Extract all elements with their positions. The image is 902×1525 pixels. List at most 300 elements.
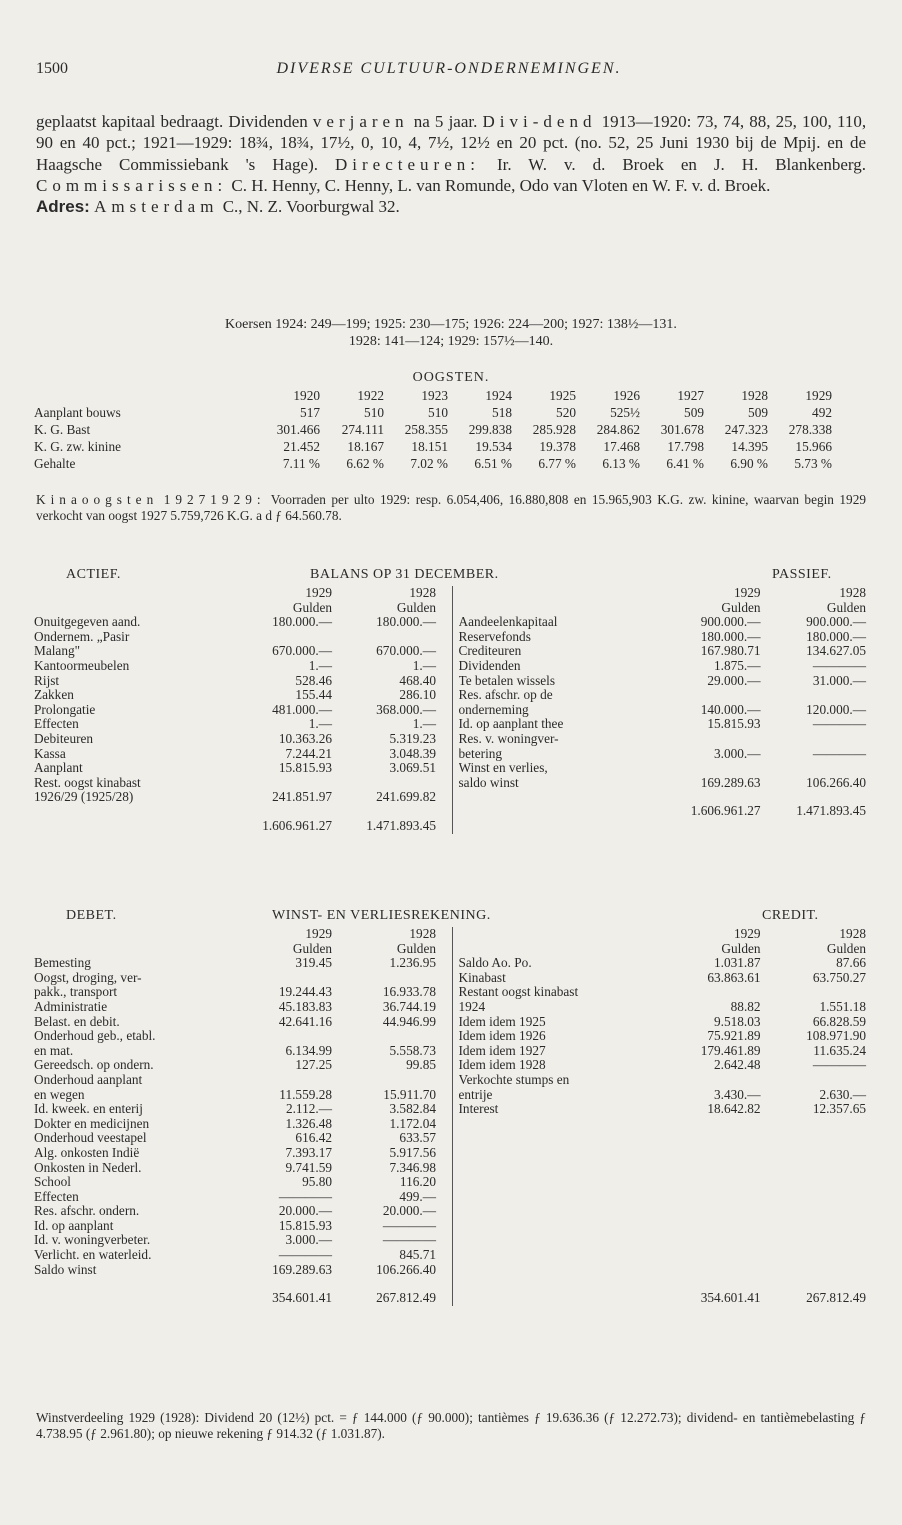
table-row: [34, 659, 452, 674]
table-row: [34, 776, 452, 791]
row-label: Kinabast: [458, 970, 506, 985]
value-cell: 127.25: [295, 1057, 332, 1073]
col-year: 1928: [409, 585, 436, 600]
col-year: 1929: [305, 585, 332, 600]
table-row: [459, 615, 867, 630]
year-header: 1928: [741, 388, 768, 403]
value-cell: 285.928: [532, 422, 576, 437]
row-label: K. G. Bast: [34, 422, 91, 437]
value-cell: 499.—: [399, 1188, 436, 1204]
row-label: Id. op aanplant: [34, 1218, 114, 1233]
col-unit: Gulden: [292, 599, 332, 615]
table-row: [34, 1088, 452, 1103]
table-row: [459, 1058, 867, 1073]
table-row: [459, 1015, 867, 1030]
value-cell: 19.534: [475, 439, 512, 454]
total-cell: 1.471.893.45: [796, 803, 866, 819]
value-cell: 6.41 %: [666, 456, 704, 471]
spacer-cell: [436, 761, 452, 776]
table-row: [34, 1219, 452, 1234]
value-cell: 19.378: [539, 439, 576, 454]
value-cell: 6.134.99: [285, 1042, 332, 1058]
value-cell: 6.13 %: [602, 456, 640, 471]
page-number: 1500: [36, 60, 68, 77]
value-cell: [657, 688, 760, 703]
col-unit: Gulden: [396, 940, 436, 956]
table-row: [459, 1102, 867, 1117]
table-row: [34, 1131, 452, 1146]
spacer-cell: [436, 1175, 452, 1190]
running-title: DIVERSE CULTUUR-ONDERNEMINGEN.: [276, 60, 622, 77]
spacer-cell: [436, 985, 452, 1000]
col-unit: Gulden: [826, 940, 866, 956]
table-row: [459, 776, 867, 791]
row-label: Rijst: [34, 673, 60, 688]
row-label: Rest. oogst kinabast: [34, 775, 141, 790]
value-cell: 368.000.—: [376, 701, 436, 717]
row-label: Saldo winst: [34, 1262, 97, 1277]
table-row: [34, 732, 452, 747]
row-label: Gereedsch. op ondern.: [34, 1058, 154, 1073]
value-cell: 11.635.24: [813, 1042, 866, 1058]
row-label: Id. op aanplant thee: [458, 717, 564, 732]
value-cell: 155.44: [295, 687, 332, 703]
value-cell: [761, 1073, 866, 1088]
value-cell: [657, 732, 760, 747]
spacer-row: [459, 1117, 867, 1132]
value-cell: 3.582.84: [389, 1101, 436, 1117]
table-row: [34, 1044, 452, 1059]
value-cell: 1.—: [412, 657, 436, 673]
table-row: [34, 985, 452, 1000]
spacer-cell: [436, 674, 452, 689]
table-row: [34, 1248, 452, 1263]
row-label: Idem idem 1927: [458, 1043, 546, 1058]
value-cell: 1.—: [308, 716, 332, 732]
row-label: Saldo Ao. Po.: [458, 956, 532, 971]
oogsten-header-row: [34, 387, 832, 404]
spacer-cell: [436, 1058, 452, 1073]
table-row: [34, 644, 452, 659]
total-cell: 1.606.961.27: [262, 817, 332, 833]
value-cell: 169.289.63: [700, 774, 761, 790]
value-cell: 509: [684, 405, 704, 420]
row-label: Dokter en medicijnen: [34, 1116, 150, 1131]
value-cell: 20.000.—: [382, 1203, 436, 1219]
value-cell: 633.57: [399, 1130, 436, 1146]
oogsten-title: OOGSTEN.: [412, 370, 490, 385]
spacer-cell: [436, 1131, 452, 1146]
value-cell: 180.000.—: [272, 614, 332, 630]
spacer-row: [459, 1248, 867, 1263]
table-row: [34, 1146, 452, 1161]
spacer-cell: [436, 1102, 452, 1117]
value-cell: [332, 971, 436, 986]
value-cell: 95.80: [302, 1174, 332, 1190]
value-cell: 88.82: [730, 998, 761, 1014]
table-row: [34, 1190, 452, 1205]
row-label: Winst en verlies,: [458, 761, 548, 776]
value-cell: 120.000.—: [806, 701, 866, 717]
value-cell: 9.518.03: [714, 1013, 761, 1029]
value-cell: ————: [812, 716, 866, 732]
value-cell: [234, 630, 332, 645]
intro-text-4: Divi-dend: [482, 112, 597, 131]
value-cell: 18.151: [411, 439, 448, 454]
value-cell: 36.744.19: [382, 998, 436, 1014]
value-cell: 845.71: [399, 1247, 436, 1263]
spacer-cell: [436, 1029, 452, 1044]
value-cell: 180.000.—: [806, 628, 866, 644]
table-row: [34, 1117, 452, 1132]
value-cell: 900.000.—: [806, 614, 866, 630]
value-cell: 7.02 %: [410, 456, 448, 471]
table-row: [459, 1000, 867, 1015]
credit-table: [459, 927, 867, 1306]
kina-paragraph: [36, 492, 866, 523]
value-cell: 3.430.—: [714, 1086, 761, 1102]
table-row: [459, 985, 867, 1000]
value-cell: 7.244.21: [285, 745, 332, 761]
value-cell: 468.40: [399, 672, 436, 688]
row-label: Onderhoud aanplant: [34, 1072, 143, 1087]
table-row: [34, 747, 452, 762]
koersen: [36, 316, 866, 350]
value-cell: [657, 1073, 760, 1088]
value-cell: ————: [812, 1057, 866, 1073]
value-cell: [657, 985, 760, 1000]
table-row: [34, 1263, 452, 1278]
year-header: 1929: [805, 388, 832, 403]
value-cell: 106.266.40: [376, 1261, 436, 1277]
col-year: 1929: [305, 926, 332, 941]
value-cell: [234, 1073, 332, 1088]
spacer-cell: [436, 1263, 452, 1278]
value-cell: 241.699.82: [376, 789, 436, 805]
row-label: Ondernem. „Pasir: [34, 629, 130, 644]
kina-years: 19271929:: [163, 492, 266, 507]
value-cell: 510: [428, 405, 448, 420]
table-row: [34, 1161, 452, 1176]
row-label: Restant oogst kinabast: [458, 985, 579, 1000]
value-cell: ————: [278, 1247, 332, 1263]
value-cell: 301.466: [276, 422, 320, 437]
spacer-cell: [436, 1146, 452, 1161]
value-cell: 616.42: [295, 1130, 332, 1146]
row-label: Res. v. woningver-: [458, 731, 559, 746]
table-row: [34, 1000, 452, 1015]
spacer-cell: [436, 1117, 452, 1132]
oogsten-row: [34, 421, 832, 438]
table-row: [34, 761, 452, 776]
adres-label: Adres:: [36, 197, 90, 217]
commissarissen-names: C. H. Henny, C. Henny, L. van Romunde, Odo van Vloten en W. F. v. d. Broek.: [231, 175, 771, 195]
row-label: Zakken: [34, 688, 74, 703]
value-cell: 180.000.—: [700, 628, 761, 644]
page-header: [36, 60, 862, 82]
oogsten-corner: [34, 387, 256, 404]
row-label: Id. v. woningverbeter.: [34, 1233, 151, 1248]
value-cell: 19.244.43: [278, 984, 332, 1000]
table-row: [459, 1073, 867, 1088]
value-cell: 16.933.78: [382, 984, 436, 1000]
kina-lead: Kinaoogsten: [36, 492, 159, 507]
value-cell: 6.62 %: [346, 456, 384, 471]
value-cell: 5.73 %: [794, 456, 832, 471]
spacer-cell: [436, 688, 452, 703]
row-label: en wegen: [34, 1087, 85, 1102]
table-row: [34, 674, 452, 689]
value-cell: 15.911.70: [383, 1086, 436, 1102]
value-cell: 45.183.83: [278, 998, 332, 1014]
value-cell: 319.45: [295, 955, 332, 971]
spacer-cell: [436, 1015, 452, 1030]
value-cell: 63.750.27: [812, 969, 866, 985]
value-cell: 278.338: [788, 422, 832, 437]
value-cell: 17.798: [667, 439, 704, 454]
row-label: Te betalen wissels: [458, 673, 556, 688]
spacer-row: [459, 1204, 867, 1219]
table-row: [459, 688, 867, 703]
value-cell: 3.069.51: [389, 760, 436, 776]
value-cell: 180.000.—: [376, 614, 436, 630]
row-label: pakk., transport: [34, 985, 118, 1000]
spacer-cell: [436, 1088, 452, 1103]
value-cell: 510: [364, 405, 384, 420]
value-cell: [332, 1073, 436, 1088]
spacer-row: [459, 1263, 867, 1278]
value-cell: 116.20: [399, 1174, 436, 1190]
value-cell: 286.10: [399, 687, 436, 703]
row-label: Gehalte: [34, 456, 76, 471]
debet-heading: DEBET.: [66, 908, 117, 923]
value-cell: 274.111: [341, 422, 384, 437]
value-cell: 3.048.39: [389, 745, 436, 761]
col-unit: Gulden: [721, 599, 761, 615]
directeuren-names: Ir. W. v. d. Broek en J. H. Blankenberg.: [496, 154, 867, 174]
col-year: 1928: [839, 585, 866, 600]
koersen-line-1: Koersen 1924: 249—199; 1925: 230—175; 1926: 224—200; 1927: 138½—131.: [225, 317, 677, 332]
table-row: [459, 732, 867, 747]
row-label: Aanplant: [34, 761, 83, 776]
value-cell: [332, 1029, 436, 1044]
col-year: 1929: [733, 585, 761, 600]
value-cell: ————: [812, 657, 866, 673]
spacer-cell: [436, 1161, 452, 1176]
row-label: Crediteuren: [458, 644, 522, 659]
row-label: Idem idem 1926: [458, 1029, 546, 1044]
value-cell: 99.85: [406, 1057, 436, 1073]
year-header: 1927: [677, 388, 704, 403]
value-cell: 528.46: [295, 672, 332, 688]
value-cell: ————: [812, 745, 866, 761]
value-cell: 7.393.17: [285, 1144, 332, 1160]
value-cell: 66.828.59: [812, 1013, 866, 1029]
spacer-cell: [436, 1219, 452, 1234]
adres-city: Amsterdam: [94, 197, 219, 217]
value-cell: 6.77 %: [538, 456, 576, 471]
table-row: [34, 1175, 452, 1190]
value-cell: 63.863.61: [707, 969, 761, 985]
winstverdeeling: Winstverdeeling 1929 (1928): Dividend 20 (12½) pct. = ƒ 144.000 (ƒ 90.000); tantièmes ƒ 19.636.36 (ƒ 12.272.73); dividend- en tantièmebelasting ƒ 4.738.95 (ƒ 2.961.80); op nieuwe rekening ƒ 914.32 (ƒ 1.031.87).: [36, 1410, 866, 1441]
table-row: [459, 1088, 867, 1103]
value-cell: 284.862: [596, 422, 640, 437]
value-cell: 1.—: [412, 716, 436, 732]
value-cell: [332, 776, 436, 791]
actief-heading: ACTIEF.: [66, 567, 121, 582]
spacer-cell: [436, 776, 452, 791]
table-row: [459, 674, 867, 689]
spacer-row: [459, 1233, 867, 1248]
value-cell: 6.90 %: [730, 456, 768, 471]
balance-sheet: [34, 568, 866, 834]
table-row: [459, 971, 867, 986]
spacer-row: [459, 1161, 867, 1176]
spacer-cell: [436, 1044, 452, 1059]
balans-title: BALANS OP 31 DECEMBER.: [310, 567, 499, 582]
row-label: en mat.: [34, 1043, 74, 1058]
value-cell: 517: [300, 405, 320, 420]
year-header: 1920: [293, 388, 320, 403]
value-cell: 9.741.59: [285, 1159, 332, 1175]
intro-text-1: geplaatst kapitaal bedraagt. Dividenden: [36, 112, 308, 131]
value-cell: 520: [556, 405, 576, 420]
row-label: Oogst, droging, ver-: [34, 970, 142, 985]
value-cell: 1.031.87: [714, 955, 761, 971]
value-cell: 2.642.48: [714, 1057, 761, 1073]
value-cell: 5.917.56: [389, 1144, 436, 1160]
table-row: [459, 644, 867, 659]
table-row: [34, 1058, 452, 1073]
spacer-row: [459, 1146, 867, 1161]
value-cell: 31.000.—: [812, 672, 866, 688]
spacer-row: [459, 1175, 867, 1190]
value-cell: 106.266.40: [806, 774, 866, 790]
value-cell: 44.946.99: [382, 1013, 436, 1029]
value-cell: 21.452: [283, 439, 320, 454]
col-unit: Gulden: [826, 599, 866, 615]
value-cell: 301.678: [660, 422, 704, 437]
value-cell: 5.558.73: [389, 1042, 436, 1058]
value-cell: ————: [382, 1217, 436, 1233]
value-cell: 1.172.04: [389, 1115, 436, 1131]
table-row: [34, 790, 452, 805]
value-cell: 167.980.71: [700, 643, 761, 659]
value-cell: 3.000.—: [285, 1232, 332, 1248]
row-label: Dividenden: [458, 658, 521, 673]
total-cell: 1.606.961.27: [690, 803, 761, 819]
value-cell: 518: [492, 405, 512, 420]
value-cell: 492: [812, 405, 832, 420]
spacer-cell: [436, 1000, 452, 1015]
actief-table: [34, 586, 452, 834]
col-unit: Gulden: [292, 940, 332, 956]
value-cell: 108.971.90: [806, 1028, 866, 1044]
value-cell: 1.—: [308, 657, 332, 673]
row-label: Prolongatie: [34, 702, 96, 717]
row-label: Res. afschr. op de: [458, 688, 553, 703]
value-cell: 12.357.65: [812, 1101, 866, 1117]
credit-heading: CREDIT.: [762, 908, 819, 923]
koersen-line-2: 1928: 141—124; 1929: 157½—140.: [348, 334, 554, 349]
row-label: Onderhoud geb., etabl.: [34, 1029, 156, 1044]
spacer-cell: [436, 630, 452, 645]
row-label: Verlicht. en waterleid.: [34, 1248, 152, 1263]
value-cell: ————: [278, 1188, 332, 1204]
value-cell: 15.815.93: [278, 760, 332, 776]
value-cell: 15.815.93: [707, 716, 761, 732]
value-cell: [234, 776, 332, 791]
value-cell: 1.551.18: [819, 998, 866, 1014]
value-cell: 1.875.—: [714, 657, 761, 673]
value-cell: 17.468: [603, 439, 640, 454]
kina-text: Voorraden per ulto 1929: resp. 6.054,406, 16.880,808 en 15.965,903 K.G. zw. kinine, waarvan begin 1929 verkocht van oogst 1927 5.759,726 K.G. a d ƒ 64.560.78.: [36, 492, 867, 523]
spacer-cell: [436, 732, 452, 747]
commissarissen-label: Commissarissen:: [36, 175, 228, 195]
value-cell: 670.000.—: [376, 643, 436, 659]
year-header: 1925: [549, 388, 576, 403]
value-cell: 15.966: [795, 439, 832, 454]
table-row: [34, 688, 452, 703]
row-label: Alg. onkosten Indië: [34, 1145, 140, 1160]
row-label: onderneming: [458, 702, 529, 717]
value-cell: 1.236.95: [389, 955, 436, 971]
row-label: Kantoormeubelen: [34, 658, 130, 673]
debet-table: [34, 927, 452, 1306]
intro-text-2: verjaren: [312, 112, 409, 131]
passief-heading: PASSIEF.: [772, 567, 832, 582]
directeuren-label: Directeuren:: [335, 154, 480, 174]
year-header: 1922: [357, 388, 384, 403]
table-row: [34, 1204, 452, 1219]
table-row: [34, 971, 452, 986]
table-row: [459, 717, 867, 732]
oogsten-row: [34, 438, 832, 455]
row-label: Idem idem 1928: [458, 1058, 546, 1073]
value-cell: [332, 630, 436, 645]
intro-paragraph: [36, 111, 866, 217]
spacer-row: [459, 1219, 867, 1234]
value-cell: 3.000.—: [714, 745, 761, 761]
row-label: Malang": [34, 644, 81, 659]
value-cell: 87.66: [836, 955, 866, 971]
spacer-cell: [436, 703, 452, 718]
row-label: Res. afschr. ondern.: [34, 1204, 140, 1219]
row-label: Administratie: [34, 999, 108, 1014]
value-cell: 134.627.05: [806, 643, 866, 659]
spacer-cell: [436, 615, 452, 630]
winst-verlies-title: WINST- EN VERLIESREKENING.: [272, 908, 491, 923]
row-label: Aandeelenkapitaal: [458, 615, 558, 630]
value-cell: 299.838: [468, 422, 512, 437]
oogsten-row: [34, 455, 832, 472]
table-row: [34, 1029, 452, 1044]
table-row: [34, 1073, 452, 1088]
value-cell: 18.167: [347, 439, 384, 454]
row-label: saldo winst: [458, 775, 519, 790]
value-cell: 900.000.—: [700, 614, 761, 630]
table-row: [34, 717, 452, 732]
value-cell: [761, 732, 866, 747]
value-cell: 140.000.—: [700, 701, 761, 717]
value-cell: 42.641.16: [278, 1013, 332, 1029]
value-cell: 7.346.98: [389, 1159, 436, 1175]
table-row: [459, 659, 867, 674]
year-header: 1924: [485, 388, 512, 403]
total-cell: 267.812.49: [376, 1290, 436, 1306]
row-label: 1924: [458, 999, 486, 1014]
row-label: K. G. zw. kinine: [34, 439, 122, 454]
